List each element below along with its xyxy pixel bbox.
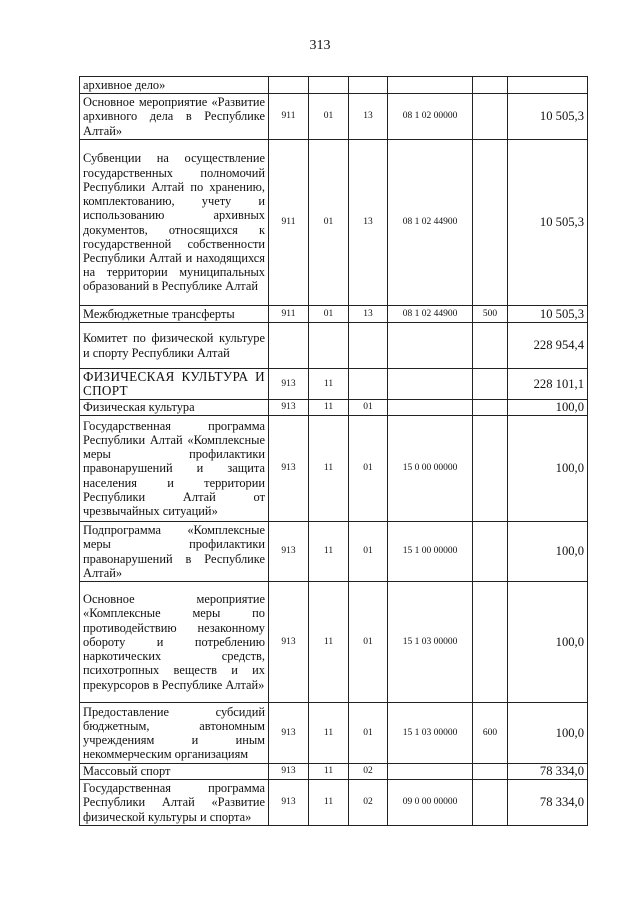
subsection-code: 01 xyxy=(349,582,388,703)
row-name: Государственная программа Республики Алтай «Развитие физической культуры и спорта» xyxy=(80,780,269,826)
table-row xyxy=(80,323,588,369)
amount: 10 505,3 xyxy=(508,140,588,306)
amount xyxy=(508,77,588,94)
table-row xyxy=(80,94,588,140)
target-article-code: 09 0 00 00000 xyxy=(388,780,473,826)
target-article-code xyxy=(388,369,473,400)
row-name: Основное мероприятие «Комплексные меры по противодействию незаконному обороту и потреблению наркотических средств, психотропных веществ и их прекурсоров в Республике Алтай» xyxy=(80,582,269,703)
subsection-code: 13 xyxy=(349,94,388,140)
section-code: 01 xyxy=(309,94,349,140)
target-article-code: 08 1 02 44900 xyxy=(388,306,473,323)
section-code: 11 xyxy=(309,703,349,764)
table-row xyxy=(80,77,588,94)
ved-code: 913 xyxy=(269,522,309,582)
ved-code: 913 xyxy=(269,416,309,522)
ved-code: 911 xyxy=(269,306,309,323)
expense-type-code xyxy=(473,522,508,582)
section-heading: ФИЗИЧЕСКАЯ КУЛЬТУРА И СПОРТ xyxy=(80,369,269,400)
subsection-code: 01 xyxy=(349,522,388,582)
subsection-code: 01 xyxy=(349,400,388,416)
subsection-code: 01 xyxy=(349,416,388,522)
target-article-code xyxy=(388,400,473,416)
ved-code: 913 xyxy=(269,369,309,400)
amount: 78 334,0 xyxy=(508,764,588,780)
page-number: 313 xyxy=(309,38,331,53)
expense-type-code xyxy=(473,94,508,140)
table-row xyxy=(80,764,588,780)
target-article-code: 15 0 00 00000 xyxy=(388,416,473,522)
row-name: Государственная программа Республики Алтай «Комплексные меры профилактики правонарушений и защита населения и территории Республики Алтай от чрезвычайных ситуаций» xyxy=(80,416,269,522)
ved-code: 913 xyxy=(269,703,309,764)
section-code: 01 xyxy=(309,306,349,323)
row-name: Межбюджетные трансферты xyxy=(80,306,269,323)
subsection-code: 02 xyxy=(349,764,388,780)
target-article-code: 08 1 02 00000 xyxy=(388,94,473,140)
ved-code: 913 xyxy=(269,400,309,416)
expense-type-code xyxy=(473,369,508,400)
table-row xyxy=(80,582,588,703)
ved-code xyxy=(269,77,309,94)
section-code: 11 xyxy=(309,522,349,582)
expense-type-code xyxy=(473,764,508,780)
row-name: Субвенции на осуществление государственных полномочий Республики Алтай по хранению, комплектованию, учету и использованию архивных документов, относящихся к государственной собственности Республики Алтай и находящихся на территории муниципальных образований в Республике Алтай xyxy=(80,140,269,306)
target-article-code xyxy=(388,77,473,94)
amount: 100,0 xyxy=(508,703,588,764)
expense-type-code xyxy=(473,780,508,826)
amount: 100,0 xyxy=(508,416,588,522)
row-name: Основное мероприятие «Развитие архивного дела в Республике Алтай» xyxy=(80,94,269,140)
amount: 100,0 xyxy=(508,582,588,703)
subsection-code xyxy=(349,77,388,94)
table-row xyxy=(80,703,588,764)
ved-code: 913 xyxy=(269,764,309,780)
row-name: Массовый спорт xyxy=(80,764,269,780)
amount: 100,0 xyxy=(508,400,588,416)
row-name: Комитет по физической культуре и спорту Республики Алтай xyxy=(80,323,269,369)
expense-type-code xyxy=(473,77,508,94)
target-article-code: 15 1 00 00000 xyxy=(388,522,473,582)
table-row xyxy=(80,400,588,416)
target-article-code xyxy=(388,764,473,780)
target-article-code xyxy=(388,323,473,369)
table-row xyxy=(80,140,588,306)
subsection-code: 13 xyxy=(349,140,388,306)
target-article-code: 15 1 03 00000 xyxy=(388,582,473,703)
section-code: 11 xyxy=(309,582,349,703)
target-article-code: 08 1 02 44900 xyxy=(388,140,473,306)
expense-type-code: 600 xyxy=(473,703,508,764)
table-row xyxy=(80,416,588,522)
ved-code: 911 xyxy=(269,94,309,140)
budget-table xyxy=(79,76,588,826)
section-code: 11 xyxy=(309,764,349,780)
amount: 100,0 xyxy=(508,522,588,582)
ved-code xyxy=(269,323,309,369)
expense-type-code xyxy=(473,416,508,522)
amount: 78 334,0 xyxy=(508,780,588,826)
section-code: 01 xyxy=(309,140,349,306)
row-name: архивное дело» xyxy=(80,77,269,94)
ved-code: 911 xyxy=(269,140,309,306)
expense-type-code xyxy=(473,582,508,703)
section-code: 11 xyxy=(309,416,349,522)
subsection-code: 02 xyxy=(349,780,388,826)
expense-type-code xyxy=(473,323,508,369)
subsection-code xyxy=(349,369,388,400)
row-name: Предоставление субсидий бюджетным, автономным учреждениям и иным некоммерческим организациям xyxy=(80,703,269,764)
table-row xyxy=(80,780,588,826)
section-code xyxy=(309,323,349,369)
subsection-code: 01 xyxy=(349,703,388,764)
table-row xyxy=(80,369,588,400)
row-name: Подпрограмма «Комплексные меры профилактики правонарушений в Республике Алтай» xyxy=(80,522,269,582)
subsection-code xyxy=(349,323,388,369)
table-row xyxy=(80,522,588,582)
ved-code: 913 xyxy=(269,582,309,703)
section-code: 11 xyxy=(309,780,349,826)
section-code: 11 xyxy=(309,400,349,416)
amount: 228 101,1 xyxy=(508,369,588,400)
amount: 10 505,3 xyxy=(508,306,588,323)
expense-type-code xyxy=(473,400,508,416)
ved-code: 913 xyxy=(269,780,309,826)
expense-type-code: 500 xyxy=(473,306,508,323)
section-code xyxy=(309,77,349,94)
row-name: Физическая культура xyxy=(80,400,269,416)
subsection-code: 13 xyxy=(349,306,388,323)
amount: 10 505,3 xyxy=(508,94,588,140)
amount: 228 954,4 xyxy=(508,323,588,369)
expense-type-code xyxy=(473,140,508,306)
section-code: 11 xyxy=(309,369,349,400)
table-row xyxy=(80,306,588,323)
target-article-code: 15 1 03 00000 xyxy=(388,703,473,764)
